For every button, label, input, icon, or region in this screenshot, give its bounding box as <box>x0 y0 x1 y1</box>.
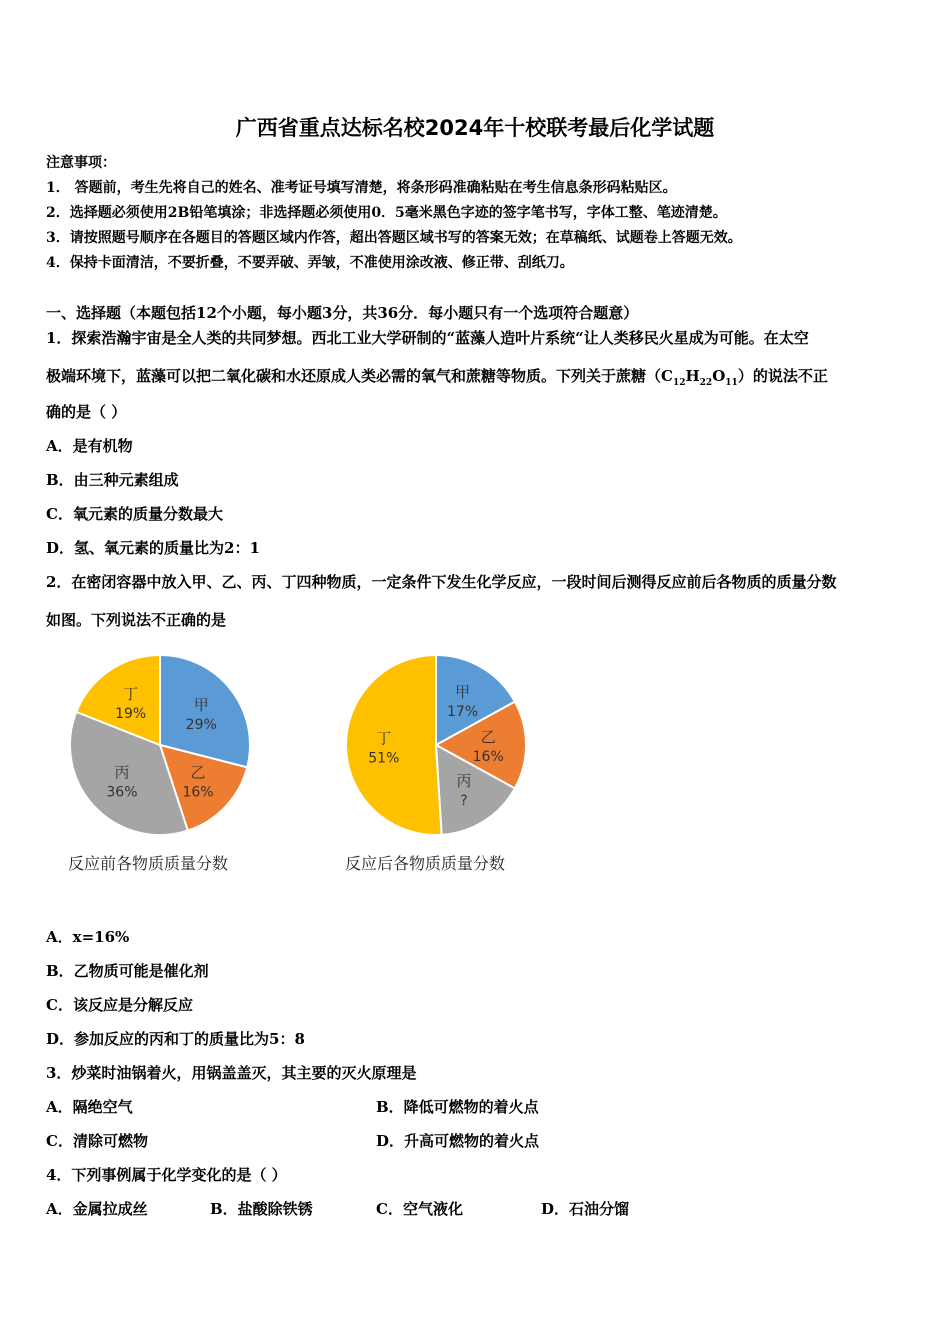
pie1-label-value-jia: 29% <box>185 717 217 734</box>
notice-item-2: 2．选择题必须使用2B铅笔填涂；非选择题必须使用0．5毫米黑色字迹的签字笔书写，字体工整、笔迹清楚。 <box>46 205 727 221</box>
q2-option-b: B．乙物质可能是催化剂 <box>46 962 209 980</box>
q1-option-b: B．由三种元素组成 <box>46 471 179 489</box>
formula-o: O <box>712 367 726 385</box>
pie1-label-value-yi: 16% <box>182 784 214 801</box>
q2-line-2: 如图。下列说法不正确的是 <box>46 611 227 629</box>
pie-chart-before <box>60 645 260 845</box>
pie1-label-name-yi: 乙 <box>190 763 206 782</box>
q3-line-1: 3．炒菜时油锅着火，用锅盖盖灭，其主要的灭火原理是 <box>46 1064 417 1082</box>
notice-item-3: 3．请按照题号顺序在各题目的答题区域内作答，超出答题区域书写的答案无效；在草稿纸、试题卷上答题无效。 <box>46 230 742 246</box>
q4-option-c: C．空气液化 <box>376 1200 463 1218</box>
pie-svg-after <box>336 645 536 845</box>
pie1-label-name-jia: 甲 <box>193 696 209 715</box>
formula-sub-h: 22 <box>699 378 713 388</box>
pie2-label-name-yi: 乙 <box>480 728 496 746</box>
pie-svg-before <box>60 645 260 845</box>
q1-line-1: 1．探索浩瀚宇宙是全人类的共同梦想。西北工业大学研制的“蓝藻人造叶片系统“让人类移民火星成为可能。在太空 <box>46 329 809 347</box>
q3-option-a: A．隔绝空气 <box>46 1098 133 1116</box>
pie2-label-name-jia: 甲 <box>455 683 471 702</box>
notice-item-1: 1． 答题前，考生先将自己的姓名、准考证号填写清楚，将条形码准确粘贴在考生信息条形码粘贴区。 <box>46 180 677 196</box>
pie1-label-value-ding: 19% <box>115 705 147 722</box>
q4-option-b: B．盐酸除铁锈 <box>210 1200 313 1218</box>
q1-text-b: ）的说法不正 <box>737 367 828 385</box>
exam-title: 广西省重点达标名校2024年十校联考最后化学试题 <box>235 116 715 140</box>
pie-caption-before: 反应前各物质质量分数 <box>68 854 229 873</box>
pie1-label-value-bing: 36% <box>106 784 138 801</box>
pie2-label-value-bing: ? <box>460 793 468 810</box>
q3-option-d: D．升高可燃物的着火点 <box>376 1132 540 1150</box>
pie-caption-after: 反应后各物质质量分数 <box>345 854 506 873</box>
q1-option-a: A．是有机物 <box>46 437 133 455</box>
pie2-label-value-jia: 17% <box>447 704 479 721</box>
q2-option-c: C．该反应是分解反应 <box>46 996 193 1014</box>
notice-item-4: 4．保持卡面清洁，不要折叠，不要弄破、弄皱，不准使用涂改液、修正带、刮纸刀。 <box>46 255 574 271</box>
q3-option-b: B．降低可燃物的着火点 <box>376 1098 539 1116</box>
q4-option-a: A．金属拉成丝 <box>46 1200 148 1218</box>
pie2-label-name-ding: 丁 <box>376 729 392 748</box>
formula-sub-c: 12 <box>672 378 686 388</box>
pie2-slice-ding <box>346 655 442 835</box>
formula-sub-o: 11 <box>725 378 738 388</box>
q1-option-c: C．氧元素的质量分数最大 <box>46 505 223 523</box>
pie1-label-name-ding: 丁 <box>123 684 139 703</box>
q2-option-d: D．参加反应的丙和丁的质量比为5：8 <box>46 1030 305 1048</box>
q2-line-1: 2．在密闭容器中放入甲、乙、丙、丁四种物质，一定条件下发生化学反应，一段时间后测得反应前后各物质的质量分数 <box>46 573 837 591</box>
q1-text-a: 极端环境下，蓝藻可以把二氧化碳和水还原成人类必需的氧气和蔗糖等物质。下列关于蔗糖（C <box>46 367 673 385</box>
q1-option-d: D．氢、氧元素的质量比为2：1 <box>46 539 260 557</box>
notice-heading: 注意事项： <box>46 155 116 171</box>
pie2-label-name-bing: 丙 <box>456 772 472 791</box>
q4-option-d: D．石油分馏 <box>541 1200 630 1218</box>
q3-option-c: C．清除可燃物 <box>46 1132 148 1150</box>
q4-line-1: 4．下列事例属于化学变化的是（ ） <box>46 1166 287 1184</box>
pie2-label-value-yi: 16% <box>472 749 504 765</box>
q2-option-a: A．x=16% <box>46 928 130 946</box>
pie1-label-name-bing: 丙 <box>114 763 130 782</box>
q1-line-3: 确的是（ ） <box>46 403 127 421</box>
q1-line-2 <box>46 365 828 388</box>
formula-h: H <box>685 367 700 385</box>
pie-chart-after <box>336 645 536 845</box>
section-heading: 一、选择题（本题包括12个小题，每小题3分，共36分．每小题只有一个选项符合题意） <box>46 304 639 322</box>
pie2-label-value-ding: 51% <box>368 750 400 767</box>
